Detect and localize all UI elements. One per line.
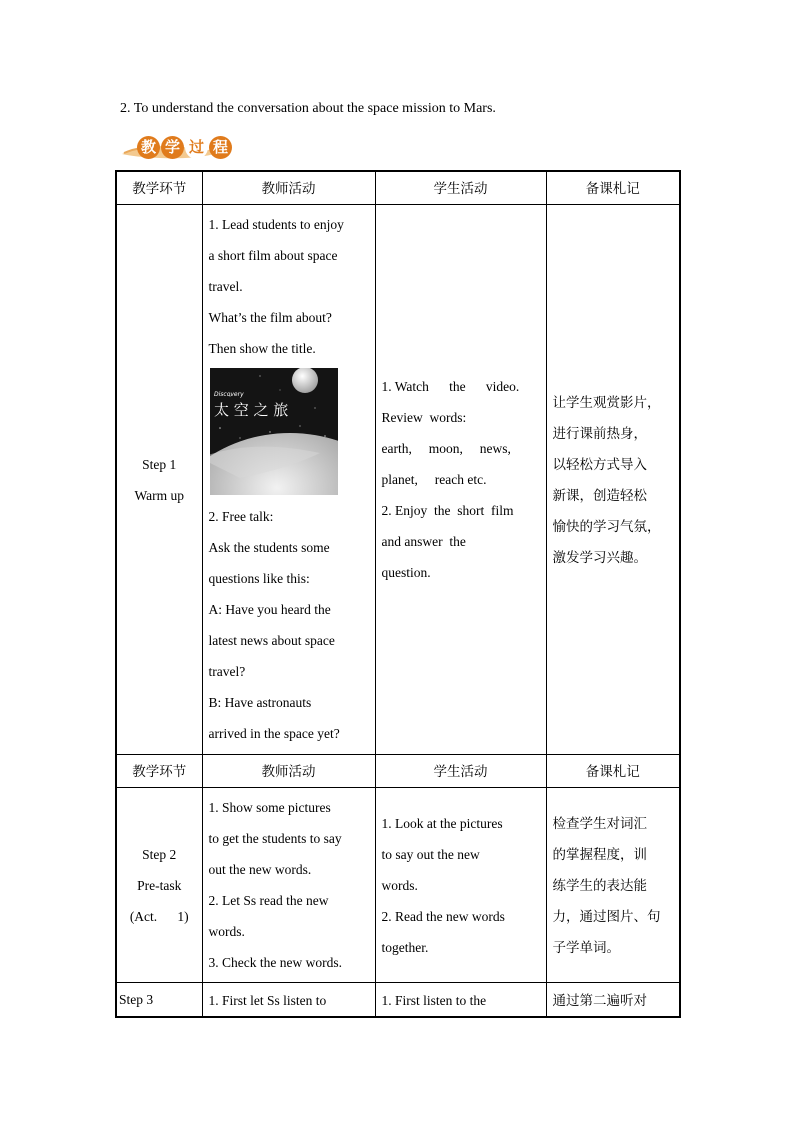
header-cell: 学生活动 <box>375 171 546 205</box>
step-label: Step 3 <box>119 992 154 1007</box>
text-line: 1. Watch the video. <box>381 379 520 394</box>
text-line: words. <box>208 924 245 939</box>
text-line: words. <box>381 877 418 893</box>
notes-cell <box>546 205 680 755</box>
header-cell: 教学环节 <box>116 755 202 788</box>
text-line: Then show the title. <box>208 341 316 356</box>
text-line: 2. Read the new words <box>381 908 505 924</box>
text-line: 2. Enjoy the short film <box>381 503 514 518</box>
text-line: earth, moon, news, <box>381 441 511 456</box>
note-line: 激发学习兴趣。 <box>552 549 647 565</box>
header-cell: 教师活动 <box>202 755 375 788</box>
note-line: 新课，创造轻松 <box>552 487 647 503</box>
table-header-row <box>116 755 680 788</box>
step-label: Step 2 <box>142 846 177 862</box>
objective-text: 2. To understand the conversation about the space mission to Mars. <box>120 101 496 116</box>
table-row <box>116 788 680 983</box>
student-activity-cell <box>375 205 546 755</box>
teacher-activity-cell <box>202 205 375 755</box>
step-label: Step 1 <box>142 456 177 472</box>
text-line: 1. Show some pictures <box>208 800 331 815</box>
notes-cell <box>546 788 680 983</box>
step-cell <box>116 983 202 1018</box>
step-cell <box>116 788 202 983</box>
text-line: out the new words. <box>208 862 312 877</box>
text-line: a short film about space <box>208 248 338 263</box>
header-cell: 备课札记 <box>546 755 680 788</box>
text-line: travel? <box>208 664 246 679</box>
text-line: Ask the students some <box>208 540 330 555</box>
text-line: questions like this: <box>208 571 310 586</box>
text-line: A: Have you heard the <box>208 602 331 617</box>
text-line: B: Have astronauts <box>208 695 312 710</box>
note-line: 子学单词。 <box>552 939 620 955</box>
note-line: 以轻松方式导入 <box>552 456 647 472</box>
text-line: to get the students to say <box>208 831 342 846</box>
header-cell: 教师活动 <box>202 171 375 205</box>
text-line: together. <box>381 939 429 955</box>
note-line: 通过第二遍听对 <box>552 993 647 1008</box>
note-line: 检查学生对词汇 <box>552 815 647 831</box>
text-line: arrived in the space yet? <box>208 726 340 741</box>
student-activity-cell <box>375 983 546 1018</box>
note-line: 练学生的表达能 <box>552 877 647 893</box>
text-line: Review words: <box>381 410 467 425</box>
note-line: 让学生观赏影片， <box>552 394 661 410</box>
table-header-row <box>116 171 680 205</box>
space-film-image <box>210 368 338 495</box>
section-banner <box>120 134 230 162</box>
step-cell <box>116 205 202 755</box>
text-line: 1. First let Ss listen to <box>208 993 327 1008</box>
text-line: 3. Check the new words. <box>208 955 342 970</box>
note-line: 愉快的学习气氛， <box>552 518 661 534</box>
text-line: What’s the film about? <box>208 310 332 325</box>
film-logo: Discovery <box>213 391 244 398</box>
step-label: Warm up <box>134 487 185 503</box>
banner-char: 程 <box>209 136 232 159</box>
note-line: 力，通过图片、句 <box>552 908 661 924</box>
note-line: 进行课前热身， <box>552 425 647 441</box>
banner-char: 教 <box>137 136 160 159</box>
text-line: planet, reach etc. <box>381 472 487 487</box>
header-cell: 教学环节 <box>116 171 202 205</box>
header-cell: 备课札记 <box>546 171 680 205</box>
note-line: 的掌握程度，训 <box>552 846 647 862</box>
lesson-plan-table <box>115 170 681 1018</box>
table-row <box>116 205 680 755</box>
text-line: question. <box>381 565 431 580</box>
text-line: latest news about space <box>208 633 335 648</box>
text-line: 1. Look at the pictures <box>381 815 503 831</box>
text-line: to say out the new <box>381 846 480 862</box>
text-line: 2. Let Ss read the new <box>208 893 329 908</box>
banner-char: 过 <box>185 136 208 159</box>
banner-char: 学 <box>161 136 184 159</box>
text-line: 1. Lead students to enjoy <box>208 217 344 232</box>
teacher-activity-cell <box>202 983 375 1018</box>
table-row <box>116 983 680 1018</box>
text-line: travel. <box>208 279 243 294</box>
teacher-activity-cell <box>202 788 375 983</box>
text-line: and answer the <box>381 534 466 549</box>
notes-cell <box>546 983 680 1018</box>
text-line: 2. Free talk: <box>208 509 274 524</box>
student-activity-cell <box>375 788 546 983</box>
film-title: 太 空 之 旅 <box>213 401 288 419</box>
step-label: (Act. 1) <box>129 908 189 924</box>
header-cell: 学生活动 <box>375 755 546 788</box>
text-line: 1. First listen to the <box>381 993 487 1008</box>
step-label: Pre-task <box>137 877 182 893</box>
